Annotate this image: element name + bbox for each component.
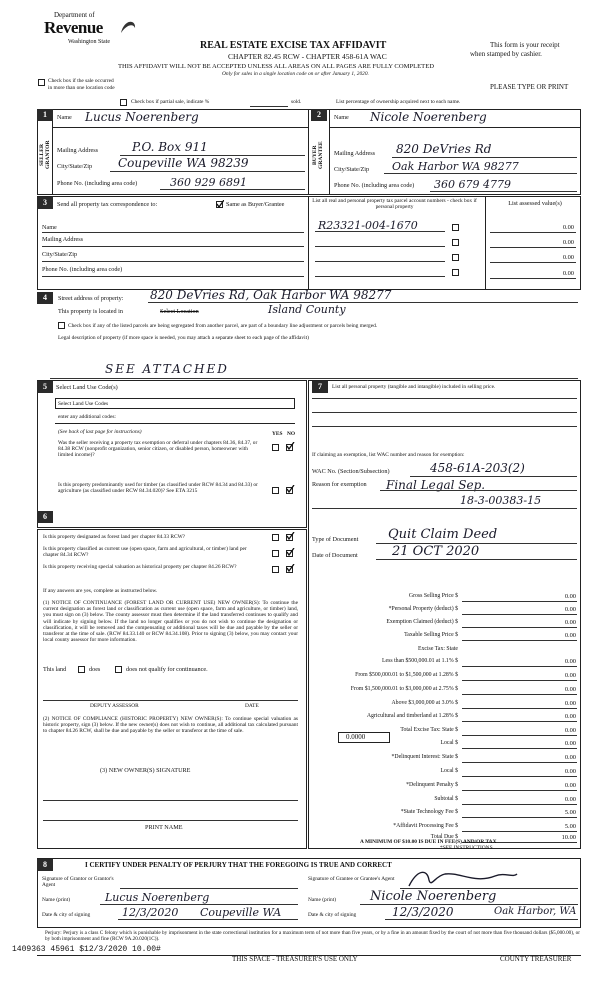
revenue-text: Revenue xyxy=(44,18,103,37)
street-value[interactable]: 820 DeVries Rd, Oak Harbor WA 98277 xyxy=(150,288,392,302)
segregated-text: Check box if any of the listed parcels are being segregated from another parcel, are part of a boundary line adjustment or parcels being merged. xyxy=(68,323,378,329)
tax-row-value[interactable]: 0.00 xyxy=(564,700,576,707)
minimum-due-text: A MINIMUM OF $10.00 IS DUE IN FEE(S) AND/OR TAX xyxy=(360,839,497,845)
tax-row-line xyxy=(462,831,577,832)
buyer-phone-value[interactable]: 360 679 4779 xyxy=(434,178,511,191)
dept-text: Department of xyxy=(54,11,95,19)
only-for-text: Only for sales in a single location code on or after January 1, 2020. xyxy=(222,71,369,77)
check-more-text-2: in more than one location code xyxy=(48,85,115,91)
perjury-text: Perjury: Perjury is a class C felony which is punishable by imprisonment in the state correctional institution for a maximum term of not more than five years, or by a fine in an amount fixed by the court of not more than five thousand dollars ($5,000.00), or by both imprisonment and fine (RCW 9A.20.020(1C)). xyxy=(45,930,580,943)
tax-row-label: Gross Selling Price $ xyxy=(408,593,458,599)
tax-row-value[interactable]: 0.00 xyxy=(564,782,576,789)
check-more-text: Check box if the sale occurred xyxy=(48,78,114,84)
q2-yes-checkbox[interactable] xyxy=(272,487,279,494)
section-4-badge: 4 xyxy=(37,292,53,304)
tax-row-label: *Delinquent Interest: State $ xyxy=(391,754,458,760)
partial-sale-checkbox[interactable] xyxy=(120,99,127,106)
grantee-city[interactable]: Oak Harbor, WA xyxy=(494,906,577,917)
doc-type-label: Type of Document xyxy=(312,536,359,543)
tax-row-value[interactable]: 0.00 xyxy=(564,672,576,679)
tax-row-label: Subtotal $ xyxy=(434,796,458,802)
no-header: NO xyxy=(287,431,296,437)
reason-label: Reason for exemption xyxy=(312,481,367,488)
current-use-yes-checkbox[interactable] xyxy=(272,550,279,557)
section-2-badge: 2 xyxy=(311,109,327,121)
same-as-buyer-text: Same as Buyer/Grantee xyxy=(226,201,285,208)
dor-logo xyxy=(30,12,140,48)
partial-sale-text: Check box if partial sale, indicate % xyxy=(131,99,210,105)
tax-row-value[interactable]: 0.00 xyxy=(564,619,576,626)
seller-city-value[interactable]: Coupeville WA 98239 xyxy=(118,156,249,170)
buyer-vertical-label: BUYER GRANTEE xyxy=(312,141,324,169)
not-qualify-text: does not qualify for continuance. xyxy=(126,666,208,673)
reason-value[interactable]: Final Legal Sep. xyxy=(386,478,486,492)
grantor-date-label: Date & city of signing xyxy=(42,912,91,918)
county-value[interactable]: Island County xyxy=(268,303,346,316)
wac-value[interactable]: 458-61A-203(2) xyxy=(430,461,525,475)
sec3-mail-label: Mailing Address xyxy=(42,236,84,243)
tax-row-line xyxy=(462,817,577,818)
tax-row-line xyxy=(462,640,577,641)
buyer-mail-label: Mailing Address xyxy=(334,150,376,157)
receipt-text: This form is your receipt xyxy=(490,41,560,49)
print-name-label: PRINT NAME xyxy=(145,824,183,831)
county-treasurer-text: COUNTY TREASURER xyxy=(500,955,572,963)
does-qualify-checkbox[interactable] xyxy=(78,666,85,673)
tax-row-line xyxy=(462,614,577,615)
tax-row-label: Excise Tax: State xyxy=(417,646,458,652)
tax-row-value[interactable]: 0.00 xyxy=(564,727,576,734)
tax-row-line xyxy=(462,627,577,628)
tax-row-label: Local $ xyxy=(440,768,458,774)
tax-row-value[interactable]: 0.00 xyxy=(564,796,576,803)
assessed-header: List assessed value(s) xyxy=(508,200,562,207)
seller-city-label: City/State/Zip xyxy=(57,163,93,170)
tax-row-line xyxy=(462,708,577,709)
section-6 xyxy=(37,529,307,849)
grantee-date-label: Date & city of signing xyxy=(308,912,357,918)
tax-row-value[interactable]: 10.00 xyxy=(561,834,576,841)
sec3-city-label: City/State/Zip xyxy=(42,251,78,258)
see-attached-value[interactable]: SEE ATTACHED xyxy=(105,362,229,376)
buyer-phone-label: Phone No. (including area code) xyxy=(334,182,415,189)
section-6-badge: 6 xyxy=(37,511,53,523)
grantee-date[interactable]: 12/3/2020 xyxy=(392,905,454,919)
tax-row-value[interactable]: 0.00 xyxy=(564,754,576,761)
grantee-name-label: Name (print) xyxy=(308,897,336,903)
current-use-no-checkbox[interactable] xyxy=(286,550,293,557)
located-label: This property is located in xyxy=(58,308,123,315)
enter-codes-text: enter any additional codes: xyxy=(58,414,116,420)
recording-stamp: 1409363 45961 $12/3/2020 10.00# xyxy=(12,945,161,954)
exemption-question: Was the seller receiving a property tax exemption or deferral under chapters 84.36, 84.37, or 84.38 RCW (nonprofit organization, senior citizen, or disabled person, homeowner with limited income)? xyxy=(58,440,258,459)
assessed-value-1[interactable]: 0.00 xyxy=(562,224,574,231)
reason-value-2[interactable]: 18-3-00383-15 xyxy=(460,494,542,507)
buyer-city-label: City/State/Zip xyxy=(334,166,370,173)
seller-name-label: Name xyxy=(57,114,72,121)
tax-row-value[interactable]: 0.00 xyxy=(564,593,576,600)
historic-no-checkbox[interactable] xyxy=(286,566,293,573)
personal-property-text: List all personal property (tangible and intangible) included in selling price. xyxy=(332,384,496,390)
segregated-checkbox[interactable] xyxy=(58,322,65,329)
personal-property-checkbox-3[interactable] xyxy=(452,254,459,261)
tax-row-label: Taxable Selling Price $ xyxy=(404,632,458,638)
deputy-assessor-label: DEPUTY ASSESSOR xyxy=(90,703,139,709)
sec3-name-label: Name xyxy=(42,224,57,231)
this-land-text: This land xyxy=(43,666,67,673)
does-text: does xyxy=(89,666,101,673)
local-rate-value: 0.0000 xyxy=(346,733,366,741)
multi-location-checkbox[interactable] xyxy=(38,79,45,86)
parcel-number-value[interactable]: R23321-004-1670 xyxy=(318,219,418,232)
tax-row-line xyxy=(462,790,577,791)
stamped-text: when stamped by cashier. xyxy=(470,50,542,58)
doc-date-value[interactable]: 21 OCT 2020 xyxy=(392,544,480,559)
treasurer-space-text: THIS SPACE - TREASURER'S USE ONLY xyxy=(232,955,358,963)
tax-row-label: *State Technology Fee $ xyxy=(400,809,458,815)
tax-row-value[interactable]: 0.00 xyxy=(564,686,576,693)
same-as-buyer-checkbox[interactable] xyxy=(216,201,223,208)
timber-question: Is this property predominantly used for timber (as classified under RCW 84.34 and 84.33) or agriculture (as classified under RCW 84.34.020)? See ETA 3215 xyxy=(58,482,258,495)
sec3-phone-label: Phone No. (including area code) xyxy=(42,266,123,273)
section-3-badge: 3 xyxy=(37,197,53,209)
tax-row-label: Less than $500,000.01 at 1.1% $ xyxy=(382,658,458,664)
seller-mail-label: Mailing Address xyxy=(57,147,99,154)
forest-yes-checkbox[interactable] xyxy=(272,534,279,541)
land-use-select-text: Select Land Use Codes xyxy=(58,401,109,407)
q1-no-checkbox[interactable] xyxy=(286,444,293,451)
seller-vertical-label: SELLER GRANTOR xyxy=(39,140,51,170)
please-print-text: PLEASE TYPE OR PRINT xyxy=(490,83,569,91)
personal-property-checkbox-4[interactable] xyxy=(452,269,459,276)
tax-row-line xyxy=(462,666,577,667)
assessed-value-3[interactable]: 0.00 xyxy=(562,254,574,261)
logo-swirl-icon xyxy=(118,16,138,36)
seller-phone-value[interactable]: 360 929 6891 xyxy=(170,176,247,189)
tax-row-label: Local $ xyxy=(440,740,458,746)
tax-row-value[interactable]: 5.00 xyxy=(564,823,576,830)
buyer-name-value[interactable]: Nicole Noerenberg xyxy=(370,110,487,124)
see-instructions-text: *SEE INSTRUCTIONS xyxy=(440,845,493,851)
street-label: Street address of property: xyxy=(58,295,124,302)
grantor-city[interactable]: Coupeville WA xyxy=(200,906,282,919)
buyer-name-label: Name xyxy=(334,114,349,121)
tax-row-line xyxy=(462,601,577,602)
legal-desc-text: Legal description of property (if more space is needed, you may attach a separate sheet to each page of the affidavit) xyxy=(58,335,309,341)
tax-row-value[interactable]: 0.00 xyxy=(564,713,576,720)
grantor-sig-label: Signature of Grantor or Grantor's Agent xyxy=(42,876,114,889)
tax-row-line xyxy=(462,762,577,763)
tax-row-label: From $1,500,000.01 to $3,000,000 at 2.75% $ xyxy=(350,686,458,692)
doc-type-value[interactable]: Quit Claim Deed xyxy=(388,527,498,542)
section-5-badge: 5 xyxy=(37,381,53,393)
personal-property-checkbox-1[interactable] xyxy=(452,224,459,231)
personal-property-checkbox-2[interactable] xyxy=(452,239,459,246)
wac-label: WAC No. (Section/Subsection) xyxy=(312,468,390,475)
form-title: REAL ESTATE EXCISE TAX AFFIDAVIT xyxy=(200,40,387,51)
tax-row-line xyxy=(462,694,577,695)
tax-row-line xyxy=(462,680,577,681)
assessed-value-4[interactable]: 0.00 xyxy=(562,270,574,277)
tax-row-label: Exemption Claimed (deduct) $ xyxy=(386,619,458,625)
assessor-date-label: DATE xyxy=(245,703,259,709)
grantee-print-name[interactable]: Nicole Noerenberg xyxy=(370,889,497,904)
not-accepted-text: THIS AFFIDAVIT WILL NOT BE ACCEPTED UNLESS ALL AREAS ON ALL PAGES ARE FULLY COMPLETED xyxy=(118,63,434,70)
buyer-city-value[interactable]: Oak Harbor WA 98277 xyxy=(392,160,519,173)
q1-yes-checkbox[interactable] xyxy=(272,444,279,451)
buyer-mail-value[interactable]: 820 DeVries Rd xyxy=(396,142,492,156)
section-8-badge: 8 xyxy=(37,859,53,871)
tax-row-value[interactable]: 0.00 xyxy=(564,658,576,665)
seller-phone-label: Phone No. (including area code) xyxy=(57,180,138,187)
tax-row-value[interactable]: 0.00 xyxy=(564,632,576,639)
forest-no-checkbox[interactable] xyxy=(286,534,293,541)
land-use-title: Select Land Use Code(s) xyxy=(56,384,118,391)
tax-row-label: Total Due $ xyxy=(430,834,458,840)
tax-row-label: Agricultural and timberland at 1.28% $ xyxy=(366,713,458,719)
ownership-text: List percentage of ownership acquired next to each name. xyxy=(336,99,461,105)
tax-row-line xyxy=(462,735,577,736)
tax-row-label: *Affidavit Processing Fee $ xyxy=(393,823,458,829)
seller-mail-value[interactable]: P.O. Box 911 xyxy=(132,140,208,154)
tax-row-label: Total Excise Tax: State $ xyxy=(400,727,458,733)
section-1-badge: 1 xyxy=(37,109,53,121)
continuance-notice: (1) NOTICE OF CONTINUANCE (FOREST LAND OR CURRENT USE) NEW OWNER(S): To continue the current designation as forest land or classification as current use (open space, farm and agriculture, or timber) land, you must sign on (3) below. The county assessor must then determine if the land transferred continues to qualify and will indicate by signing below. If the land no longer qualifies or you do not wish to continue the designation or classification, it will be removed and the compensating or additional taxes will be due and payable by the seller or transferor at the time of sale. (RCW 84.33.140 or RCW 84.34.108). Prior to signing (3) below, you may contact your local county assessor for more information. xyxy=(43,600,298,644)
section-7-badge: 7 xyxy=(312,381,328,393)
grantor-name-label: Name (print) xyxy=(42,897,70,903)
certify-text: I CERTIFY UNDER PENALTY OF PERJURY THAT THE FOREGOING IS TRUE AND CORRECT xyxy=(85,861,392,869)
chapter-text: CHAPTER 82.45 RCW - CHAPTER 458-61A WAC xyxy=(228,52,387,61)
tax-row-line xyxy=(462,776,577,777)
does-not-qualify-checkbox[interactable] xyxy=(115,666,122,673)
tax-row-value[interactable]: 0.00 xyxy=(564,740,576,747)
grantor-date[interactable]: 12/3/2020 xyxy=(122,906,179,919)
if-any-yes-text: If any answers are yes, complete as instructed below. xyxy=(43,588,158,594)
tax-row-label: From $500,000.01 to $1,500,000 at 1.28% $ xyxy=(355,672,458,678)
seller-name-value[interactable]: Lucus Noerenberg xyxy=(85,110,199,124)
claiming-exemption-text: If claiming an exemption, list WAC number and reason for exemption: xyxy=(312,452,465,458)
forest-question: Is this property designated as forest land per chapter 84.33 RCW? xyxy=(43,534,186,540)
tax-row-label: *Delinquent Penalty $ xyxy=(406,782,458,788)
yes-header: YES xyxy=(272,431,283,437)
tax-row-value[interactable]: 0.00 xyxy=(564,606,576,613)
assessed-value-2[interactable]: 0.00 xyxy=(562,239,574,246)
new-owner-signature-label: (3) NEW OWNER(S) SIGNATURE xyxy=(100,767,191,774)
tax-row-line xyxy=(462,748,577,749)
tax-row-value[interactable]: 5.00 xyxy=(564,809,576,816)
tax-row-label: *Personal Property (deduct) $ xyxy=(388,606,458,612)
tax-row-label: Above $3,000,000 at 3.0% $ xyxy=(391,700,458,706)
doc-date-label: Date of Document xyxy=(312,552,358,559)
tax-row-line xyxy=(462,721,577,722)
see-back-text: (See back of last page for instructions) xyxy=(58,429,142,435)
current-use-question: Is this property classified as current use (open space, farm and agricultural, or timber) land per chapter 84.34 RCW? xyxy=(43,546,247,559)
state-text: Washington State xyxy=(68,39,111,45)
sold-text: sold. xyxy=(291,99,302,105)
q2-no-checkbox[interactable] xyxy=(286,487,293,494)
historic-question: Is this property receiving special valuation as historical property per chapter 84.26 RCW? xyxy=(43,564,237,570)
select-location-struck: Select Location xyxy=(160,308,199,315)
tax-row-value[interactable]: 0.00 xyxy=(564,768,576,775)
compliance-notice: (2) NOTICE OF COMPLIANCE (HISTORIC PROPERTY) NEW OWNER(S): To continue special valuation as historic property, sign (3) below. If the new owner(s) does not wish to continue, all additional tax calculated pursuant to chapter 84.26 RCW, shall be due and payable by the seller or transferor at the time of sale. xyxy=(43,716,298,735)
tax-row-line xyxy=(462,804,577,805)
historic-yes-checkbox[interactable] xyxy=(272,566,279,573)
parcel-header: List all real and personal property tax parcel account numbers - check box if personal property xyxy=(312,198,477,211)
grantee-sig-label: Signature of Grantee or Grantee's Agent xyxy=(308,876,395,882)
grantor-print-name[interactable]: Lucus Noerenberg xyxy=(105,891,210,904)
send-correspondence-text: Send all property tax correspondence to: xyxy=(57,201,158,208)
